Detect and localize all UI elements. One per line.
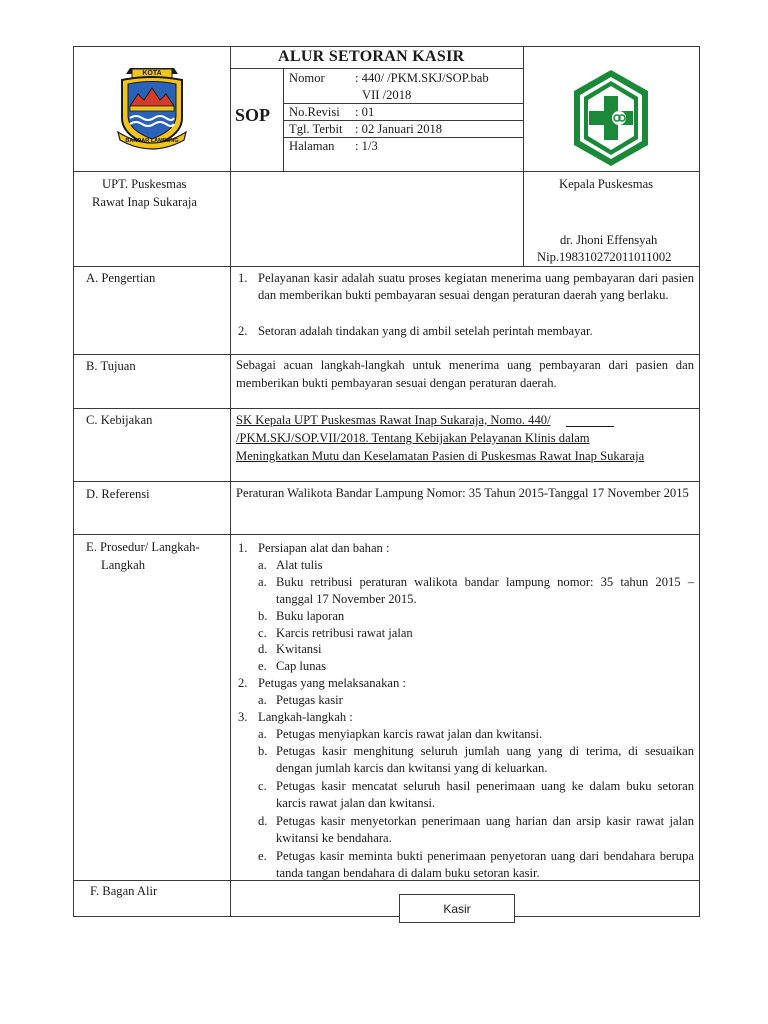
unit-name-line1: UPT. Puskesmas <box>102 177 187 191</box>
meta-page-value: : 1/3 <box>355 139 378 153</box>
group-2-title: Petugas yang melaksanakan : <box>258 676 406 690</box>
group-1-item-6: Cap lunas <box>276 659 327 673</box>
section-a-label: A. Pengertian <box>86 271 156 285</box>
section-c-label: C. Kebijakan <box>86 413 153 427</box>
meta-date-value: : 02 Januari 2018 <box>355 122 443 136</box>
group-3-item-3-mark: c. <box>258 779 267 793</box>
section-b-text: Sebagai acuan langkah-langkah untuk menerima uang pembayaran dari pasien dan memberikan bukti pembayaran sesuai dengan peraturan daerah. <box>236 358 694 390</box>
group-1-item-2: Buku retribusi peraturan walikota bandar lampung nomor: 35 tahun 2015 – tanggal 17 November 2015. <box>276 575 694 606</box>
meta-number-label: Nomor <box>289 71 325 85</box>
head-name: dr. Jhoni Effensyah <box>560 233 658 247</box>
unit-name-line2: Rawat Inap Sukaraja <box>92 195 197 209</box>
section-a-item-2-num: 2. <box>238 324 248 338</box>
group-1-item-3: Buku laporan <box>276 609 345 623</box>
group-3-item-3: Petugas kasir mencatat seluruh hasil penerimaan uang ke dalam buku setoran karcis rawat jalan dan kwitansi. <box>276 779 694 810</box>
meta-revision-value: : 01 <box>355 105 375 119</box>
sop-label: SOP <box>235 105 271 125</box>
group-1-item-1: Alat tulis <box>276 558 323 572</box>
group-3-title: Langkah-langkah : <box>258 710 353 724</box>
group-1-num: 1. <box>238 541 248 555</box>
section-c-line-2: /PKM.SKJ/SOP.VII/2018. Tentang Kebijakan Pelayanan Klinis dalam <box>236 431 590 445</box>
group-1-item-5-mark: d. <box>258 642 268 656</box>
group-3-item-1-mark: a. <box>258 727 267 741</box>
section-b-label: B. Tujuan <box>86 359 136 373</box>
flowchart-box-kasir: Kasir <box>399 894 515 923</box>
section-f-label: F. Bagan Alir <box>90 884 158 898</box>
meta-page-label: Halaman <box>289 139 335 153</box>
section-a-item-1-num: 1. <box>238 271 248 285</box>
group-3-item-5-mark: e. <box>258 849 267 863</box>
group-2-item-1: Petugas kasir <box>276 693 343 707</box>
group-1-item-3-mark: b. <box>258 609 268 623</box>
group-1-item-2-mark: a. <box>258 575 267 589</box>
page-title: ALUR SETORAN KASIR <box>278 48 465 65</box>
section-e-label-line2: Langkah <box>101 558 146 572</box>
group-3-item-5: Petugas kasir meminta bukti penerimaan penyetoran uang dari bendahara berupa tanda tangan bendahara di dalam buku setoran kasir. <box>276 849 694 880</box>
city-logo-bottom-text: BANDAR LAMPUNG <box>125 138 179 144</box>
head-nip: Nip.198310272011011002 <box>537 250 672 264</box>
section-d-label: D. Referensi <box>86 487 150 501</box>
group-1-title: Persiapan alat dan bahan : <box>258 541 390 555</box>
group-1-item-1-mark: a. <box>258 558 267 572</box>
group-1-item-4: Karcis retribusi rawat jalan <box>276 626 413 640</box>
group-3-item-2: Petugas kasir menghitung seluruh jumlah uang yang di terima, di sesuaikan dengan jumlah karcis dan kwitansi yang di keluarkan. <box>276 744 694 775</box>
group-1-item-4-mark: c. <box>258 626 267 640</box>
head-title: Kepala Puskesmas <box>559 177 654 191</box>
section-a-item-1: Pelayanan kasir adalah suatu proses kegiatan menerima uang pembayaran dari pasien dan memberikan bukti pembayaran sesuai dengan peraturan daerah yang berlaku. <box>258 271 694 302</box>
group-3-item-4: Petugas kasir menyetorkan penerimaan uang harian dan arsip kasir rawat jalan kwitansi ke bendahara. <box>276 814 694 845</box>
meta-number-value-cont: VII /2018 <box>362 88 412 102</box>
section-a-item-2: Setoran adalah tindakan yang di ambil setelah perintah membayar. <box>258 324 593 338</box>
group-2-num: 2. <box>238 676 248 690</box>
group-3-num: 3. <box>238 710 248 724</box>
city-logo-top-text: KOTA <box>142 70 162 77</box>
section-c-line-3: Meningkatkan Mutu dan Keselamatan Pasien di Puskesmas Rawat Inap Sukaraja <box>236 449 645 463</box>
section-d-text: Peraturan Walikota Bandar Lampung Nomor: 35 Tahun 2015-Tanggal 17 November 2015 <box>236 486 689 500</box>
puskesmas-logo <box>570 68 652 168</box>
group-1-item-6-mark: e. <box>258 659 267 673</box>
city-logo <box>116 66 188 152</box>
group-2-item-1-mark: a. <box>258 693 267 707</box>
section-c-blank-underline <box>566 426 614 427</box>
section-c-line-1: SK Kepala UPT Puskesmas Rawat Inap Sukaraja, Nomo. 440/ <box>236 413 551 427</box>
group-1-item-5: Kwitansi <box>276 642 322 656</box>
meta-date-label: Tgl. Terbit <box>289 122 343 136</box>
section-e-label-line1: E. Prosedur/ Langkah- <box>86 540 200 554</box>
group-3-item-4-mark: d. <box>258 814 268 828</box>
meta-number-value: : 440/ /PKM.SKJ/SOP.bab <box>355 71 489 85</box>
meta-revision-label: No.Revisi <box>289 105 340 119</box>
group-3-item-1: Petugas menyiapkan karcis rawat jalan dan kwitansi. <box>276 727 543 741</box>
group-3-item-2-mark: b. <box>258 744 268 758</box>
